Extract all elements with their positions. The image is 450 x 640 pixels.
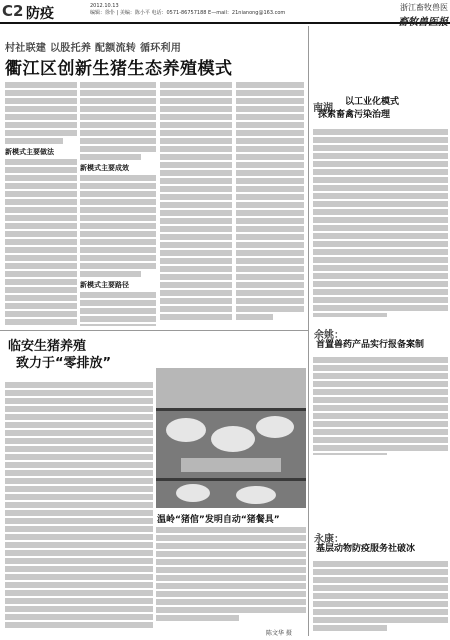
right-mid-body (313, 355, 448, 455)
right-top-headline-1: 以工业化模式 (345, 97, 400, 107)
photo-byline: 陈文华 摄 (266, 630, 292, 637)
masthead-brand (398, 2, 448, 28)
lead-headline: 衢江区创新生猪生态养殖模式 (5, 59, 233, 79)
header-info (90, 3, 285, 17)
right-top-place: 南湖 (313, 103, 333, 114)
brand-logo: 畜牧兽医报 (398, 17, 448, 28)
lead-column-4 (236, 80, 304, 326)
lead-kicker: 村社联建 以股托养 配额流转 循环利用 (5, 43, 182, 54)
lead-column-3 (160, 80, 232, 326)
editor-line: 编辑：徐仆 | 美编：陈小平 (90, 10, 150, 16)
lead-subhead-3: 新模式主要路径 (80, 281, 129, 289)
right-top-body (313, 127, 448, 317)
right-top-headline-2: 探索畜禽污染治理 (318, 110, 391, 120)
issue-date: 2012.10.13 (90, 3, 119, 9)
lead-subhead-1: 新模式主要做法 (5, 148, 54, 156)
lead-column-1 (5, 80, 77, 326)
phone: 电话：0571-86757188 (151, 10, 207, 16)
photo-caption: 温岭“猪倌”发明自动“猪餐具” (157, 515, 280, 525)
section-divider (0, 330, 308, 331)
section-title: 防疫 (26, 6, 54, 22)
column-divider (308, 26, 309, 636)
feature-body (5, 380, 153, 630)
feature-headline-1: 临安生猪养殖 (8, 339, 87, 354)
right-bottom-headline: 基层动物防疫服务社破冰 (316, 544, 416, 554)
paper-name: 浙江畜牧兽医 (400, 3, 448, 12)
lead-subhead-2: 新模式主要成效 (80, 164, 129, 172)
pig-feeder-photo (156, 368, 306, 508)
lead-column-2 (80, 80, 156, 326)
page-code: C2 (2, 2, 24, 20)
right-mid-place: 余姚： (314, 330, 344, 341)
feature-headline-2: 致力于“零排放” (16, 356, 112, 371)
right-bottom-place: 永康： (314, 534, 344, 545)
right-mid-headline: 首置兽药产品实行报备案制 (316, 340, 425, 350)
right-bottom-body (313, 559, 448, 635)
photo-story-body (156, 525, 306, 625)
page-header (0, 0, 450, 28)
email: E—mail：21nianong@163.com (208, 10, 286, 16)
